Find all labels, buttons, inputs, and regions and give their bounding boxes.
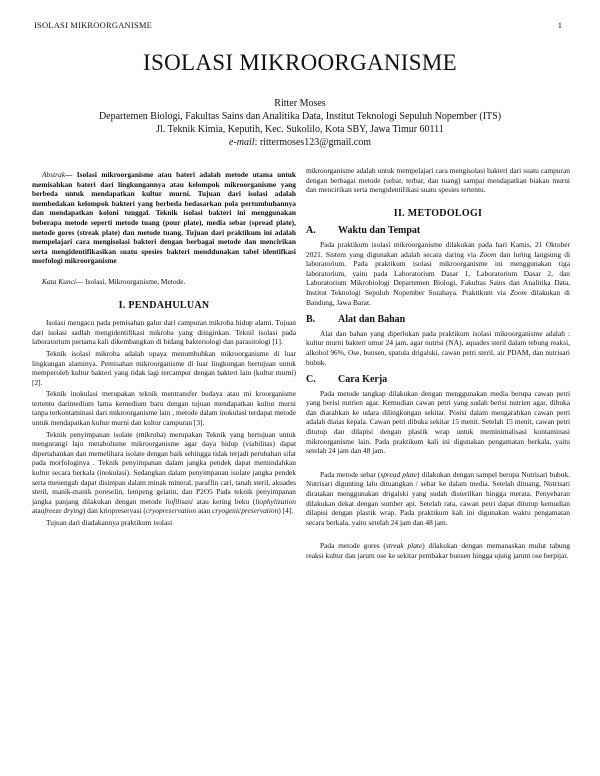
email-label: e-mail	[229, 137, 255, 148]
page-number: 1	[557, 20, 562, 30]
paper-title: ISOLASI MIKROORGANISME	[143, 50, 457, 75]
intro-paragraph-goal: Tujuan dari diadakannya praktikum isolasi	[46, 518, 173, 527]
intro-paragraph-goal-cont: mikroorganisme adalah untuk mempelajari cara mengisolasi bakteri dari suatu campuran dengan berbagai metode (sebar, terbar, dan tuang) sampai mendapatkan biakan murni dan mencirikan serta mengidentifikasi suatu spesies tertentu.	[306, 166, 570, 195]
intro-paragraph: Teknik isolasi mikroba adalah upaya menumbuhkan mikroorganisme di luar lingkungan alaminya. Pemisahan mikroorganisme di luar lingkungan bertujuan untuk memperoleh kultur bakteri yang tidak lagi tercampur dengan bakteri lain (kultur murni) [2].	[32, 348, 296, 387]
left-column	[32, 170, 296, 530]
right-column	[306, 166, 570, 563]
author-affiliation: Departemen Biologi, Fakultas Sains dan Analitika Data, Institut Teknologi Sepuluh Nopember (ITS)	[98, 111, 502, 122]
method-paragraph-spread-plate: Pada metode sebar (spread plate) dilakukan dengan sampel berupa Nutrisari bubuk. Nutrisari digunting lalu dituangkan / sebar ke dalam media. Setelah dituang, Nutrisari diratakan menggunakan drigalski yang sudah disterilkan hingga merata. Penyebaran dilakukan dekat dengan sumber api. Setelah rata, cawan petri dapat ditutup kemudian dilapisi dengan plastik wrap. Pada praktikum kali ini digunakan waktu pengamatan secara berkala, yaitu setelah 24 jam dan 48 jam.	[306, 469, 570, 527]
author-email: : rittermoses123@gmail.com	[254, 137, 371, 148]
keywords-text: — Isolasi, Mikroorganisme, Metode.	[75, 276, 186, 286]
author-name: Ritter Moses	[274, 98, 326, 109]
section-heading-intro: I. PENDAHULUAN	[118, 299, 210, 311]
subsection-heading-time-place: A. Waktu dan Tempat	[306, 225, 421, 237]
method-paragraph-streak-plate: Pada metode gores (streak plate) dilakukan dengan memanaskan mulut tabung reaksi kultur dan jarum ose ke sekitar pembakar bunsen hingga ujung jarum ose berpijar.	[306, 541, 570, 560]
abstract-text: — Isolasi mikroorganisme atau bateri adalah metode utama untuk memisahkan bateri dari lingkungannya atau kelompok mikroorganisme yang berbeda untuk mendapatkan kultur murni. Tujuan dari isolasi adalah membedakan kelompok bakteri yang berbeda bedasarkan pola pertumbuhannya dan mendapatkan koloni tunggal. Teknik isolasi bakteri ini menggunakan beberapa metode seperti metode tuang (pour plate), media sebar (spread plate), metode gores (streak plate) dan metode tuang. Tujuan dari praktikum ini adalah mempelajari cara mengisolasi bakteri dengan berbagai metode dan mencirikan serta mengidentifikasikan suatu spesies bakteri menddunakan tabel identifkasi morfologi mikroorganisme	[32, 170, 296, 266]
intro-paragraph: Isolasi mengacu pada pemisahan galur dari campuran mikroba hidup alami. Tujuan dari isolasi sadlah mengidentifikasi mikroba yang diinginkan. Teknil isolasi pada laboratorium pertama kali dikembangkan di bidang bakteriologi dan parasitologi [1].	[32, 318, 296, 347]
author-address: Jl. Teknik Kimia, Keputih, Kec. Sukolilo, Kota SBY, Jawa Timur 60111	[156, 124, 444, 135]
keywords	[32, 277, 296, 287]
intro-paragraph-storage: Teknik penyimpanan isolate (mikroba) merupakan Teknik yang bertujuan untuk mengurangi laju metabolisme mikroorganisme agar daya hidup (viabilitas) dapat dipertahankan dan memelihara isolate dengan baik sehingga tidak terjadi perubahan sifat pada morfologinya . Teknik penyimpanan dalam jangka pendek dapat memindahkan kultur secara berkala (inokulasi). Sedangkan dalam penyimpanan isolate jangka pendek serta menengah dapat disimpan dalam minak mineral, paraffin cari, tanah steril, akuades steril, manik-manik poreselin, lempeng gelatin, dan P2O5 Pada teknik penyimpanan jangka panjang dilakukan dengan metode liofilisasi atau kering beku (liophylization ataufreeze drying) dan kriopreservasi (cryopreservation atau cryogenicpreservation) [4].	[32, 429, 296, 516]
method-paragraph-materials: Alat dan bahan yang diperlukan pada praktikum isolasi mikroorganisme adalah : kultur murni bakteri umur 24 jam, agar nutrisi (NA), aquades steril dalam tebung reaksi, alkohol 96%, Ose, bunsen, spatula drigalski, cawan petri steril, air PDAM, dan nutrisari bubuk.	[306, 328, 570, 367]
keywords-label: Kata Kunci	[42, 276, 76, 286]
author-block	[0, 97, 600, 149]
method-paragraph-procedure: Pada metode tangkap dilakukan dengan menggunakan media berupa cawan petri yang berisi nutrien agar. Kemudian cawan petri yang sudah berisi nutrien agar, dibuka dan diarahkan ke udara dilingkungan sekitar. Posisi dalam mengarahkan cawan petri adalah diatas kepala. Cawan petri dibuka sekitar 15 menit. Setelah 15 menit, cawan petri ditutup dan dilapisi dengan plastik wrap untuk meminimalisasi kontaminasi mikroorganisme lain. Pada praktikum kali ini digunakan pengamatan berkala, yaitu setelah 24 jam dan 48 jam.	[306, 388, 570, 456]
subsection-heading-materials: B. Alat dan Bahan	[306, 314, 406, 326]
subsection-heading-procedure: C. Cara Kerja	[306, 374, 388, 386]
author-email-line	[0, 136, 600, 149]
method-paragraph-time-place: Pada praktikum isolasi mikroorganisme dilakukan pada hari Kamis, 21 Oktober 2021. Sistem yang digunakan adalah secara daring via Zoom dan luring langsung di laboratorium. Pada praktikum isolasi mikroorganisme ini menggunakan tiga laboratorium, yaitu pada Laboratorium Dasar 1, Laboratorium Dasar 2, dan Laboratorium Mikrobiologi Departemen Biologi, Fakultas Sains dan Analitika Data, Institut Teknologi Sepuluh Nopember Surabaya. Praktikum via Zoom dilakukan di Bandung, Jawa Barat.	[306, 239, 570, 307]
running-header: ISOLASI MIKROORGANISME	[34, 20, 152, 30]
abstract	[32, 170, 296, 266]
section-heading-method: II. METODOLOGI	[393, 207, 483, 219]
abstract-label: Abstrak	[42, 170, 65, 179]
intro-paragraph: Teknik inokulasi merupakan teknik mentransfer budaya atau mi kroorganisme tertentu darimedium lama kemedium baru dengan tujuan mendapatkan kultur murni tanpa terkontaminasi dari mikroorganisme lain , metode dalam inokulasi terdapat metode untuk mendapatkan kultur murni dan kultur campuran [3].	[32, 389, 296, 428]
